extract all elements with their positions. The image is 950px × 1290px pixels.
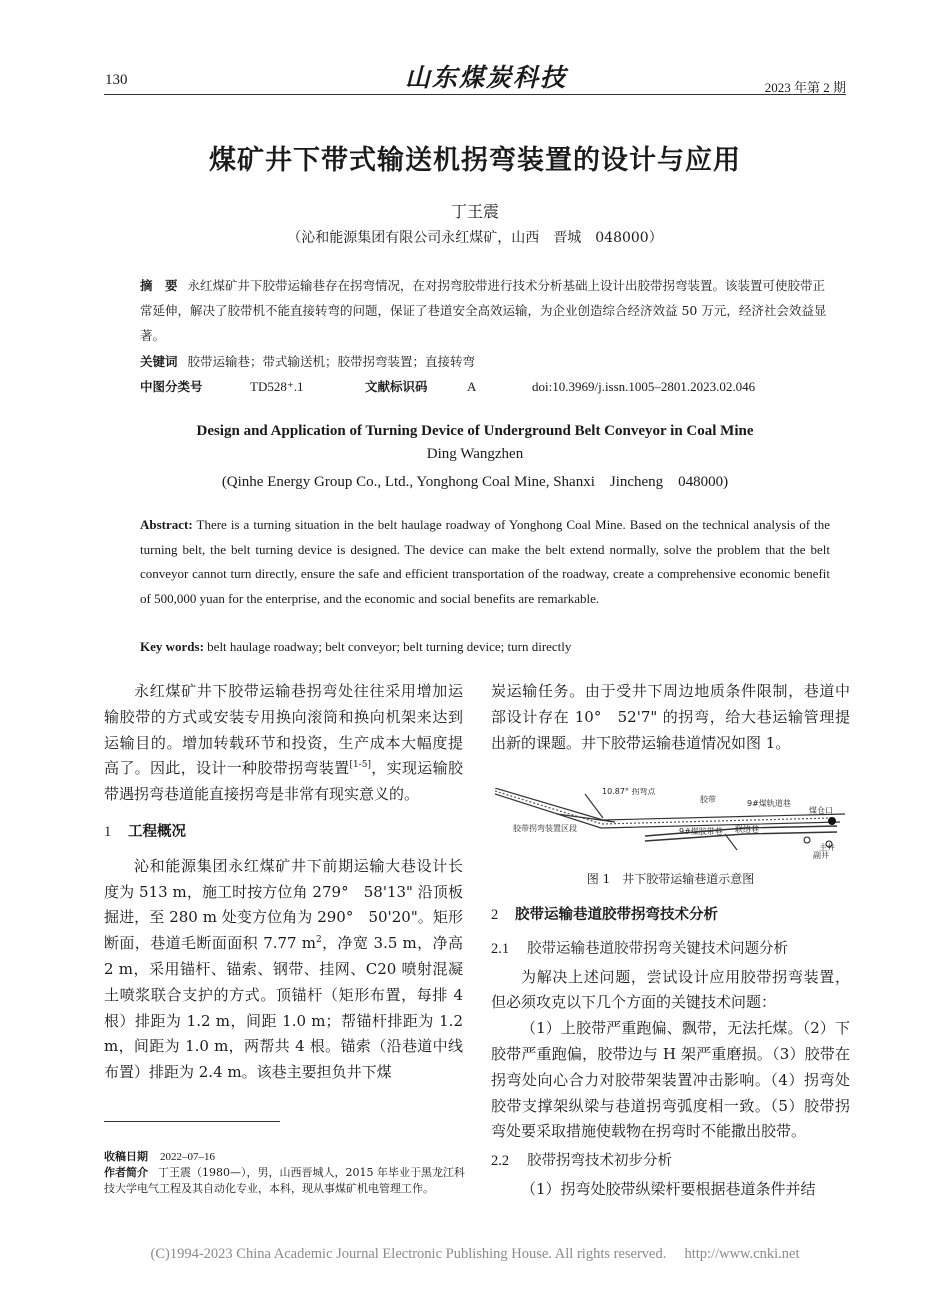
header-rule xyxy=(104,94,846,95)
figure-1-roadway-diagram xyxy=(495,788,845,868)
keywords-cn xyxy=(140,349,830,374)
intro-text-a: 永红煤矿井下胶带运输巷拐弯处往往采用增加运输胶带的方式或安装专用换向滚筒和换向机架来达到运输目的。增加转载环节和投资，生产成本大幅度提高了。因此，设计一种胶带拐弯装置 xyxy=(104,682,463,778)
section-2-2-number: 2.2 xyxy=(491,1153,510,1170)
keywords-text-cn: 胶带运输巷；带式输送机；胶带拐弯装置；直接转弯 xyxy=(187,354,476,369)
intro-text-b: ，实现运输胶带遇拐弯巷道能直接拐弯是非常有现实意义的。 xyxy=(104,759,463,804)
class-value: TD528⁺.1 xyxy=(250,379,304,394)
section-2-number: 2 xyxy=(491,907,499,923)
abstract-en xyxy=(140,513,830,611)
section-2-1-heading xyxy=(491,937,850,963)
fig-label-device: 胶带拐弯装置区段 xyxy=(513,824,577,833)
continued-paragraph: 炭运输任务。由于受井下周边地质条件限制，巷道中部设计存在 10° 52'7" 的拐弯，给大巷运输管理提出新的课题。井下胶带运输巷道情况如图 1。 xyxy=(491,682,850,752)
upper-roadway-wall xyxy=(495,788,845,820)
keywords-text-en: belt haulage roadway; belt conveyor; belt turning device; turn directly xyxy=(207,639,572,654)
abstract-text-cn: 永红煤矿井下胶带运输巷存在拐弯情况，在对拐弯胶带进行技术分析基础上设计出胶带拐弯装置。该装置可使胶带正常延伸，解决了胶带机不能直接转弯的问题，保证了巷道安全高效运输，为企业创造综合经济效益 50 万元，经济社会效益显著。 xyxy=(140,278,827,343)
fig-label-belt: 胶带 xyxy=(700,795,716,804)
author-bio-label: 作者简介 xyxy=(104,1166,148,1179)
section-2-title: 胶带运输巷道胶带拐弯技术分析 xyxy=(515,907,718,923)
author-bio xyxy=(104,1165,466,1197)
body-left-column xyxy=(104,679,463,1086)
section-2-1-title: 胶带运输巷道胶带拐弯关键技术问题分析 xyxy=(527,940,788,957)
copyright-watermark: (C)1994-2023 China Academic Journal Electronic Publishing House. All rights reserved. http://www.cnki.net xyxy=(150,1246,800,1262)
fig-label-bin: 煤仓口 xyxy=(809,806,833,815)
paper-title-en: Design and Application of Turning Device of Underground Belt Conveyor in Coal Mine xyxy=(196,423,754,439)
section-1-paragraph xyxy=(104,854,463,1086)
aux-shaft-mark xyxy=(804,837,810,843)
fig-label-angle: 10.87° 拐弯点 xyxy=(602,788,656,796)
affiliation-cn: （沁和能源集团有限公司永红煤矿，山西 晋城 048000） xyxy=(287,230,663,246)
section-1-text-b: ，净宽 3.5 m，净高 2 m，采用锚杆、锚索、钢带、挂网、C20 喷射混凝土喷浆联合支护的方式。顶锚杆（矩形布置，每排 4 根）排距为 1.2 m，间距 1.0 m；帮锚杆排距为 1.2 m，间距为 1.0 m，两帮共 4 根。锚索（沿巷道中线布置）排距为 2.4 m。该巷主要担负井下煤 xyxy=(104,934,463,1082)
page-number: 130 xyxy=(105,72,128,88)
keywords-label-cn: 关键词 xyxy=(140,354,178,369)
paper-title-cn: 煤矿井下带式输送机拐弯装置的设计与应用 xyxy=(209,145,741,176)
doc-id-value: A xyxy=(467,379,477,394)
figure-1-caption: 图 1 井下胶带运输巷道示意图 xyxy=(586,872,755,886)
body-right-column-top xyxy=(491,679,850,756)
abstract-label-cn: 摘 要 xyxy=(140,278,178,293)
keywords-en xyxy=(140,635,830,659)
section-2-2-title: 胶带拐弯技术初步分析 xyxy=(527,1153,672,1170)
area-superscript: 2 xyxy=(316,935,322,946)
fig-label-belt-roadway: 9#煤胶带巷 xyxy=(679,827,723,836)
received-value: 2022–07–16 xyxy=(160,1151,215,1163)
section-2-1-paragraph: 为解决上述问题，尝试设计应用胶带拐弯装置，但必须攻克以下几个方面的关键技术问题： xyxy=(491,967,850,1012)
received-date xyxy=(104,1149,466,1165)
coal-bin-mark xyxy=(828,817,836,825)
citation: [1-5] xyxy=(349,760,371,771)
class-label: 中图分类号 xyxy=(140,379,203,394)
abstract-label-en: Abstract: xyxy=(140,517,193,532)
body-right-column-bottom xyxy=(491,903,850,1203)
classification-row xyxy=(140,374,840,400)
footnote-rule xyxy=(104,1121,280,1122)
fig-label-main-shaft: 主井 xyxy=(819,843,835,852)
author-bio-text: 丁王震（1980—），男，山西晋城人，2015 年毕业于黑龙江科技大学电气工程及其自动化专业，本科，现从事煤矿机电管理工作。 xyxy=(104,1166,465,1195)
abstract-cn xyxy=(140,273,830,348)
section-2-heading xyxy=(491,903,850,929)
section-1-number: 1 xyxy=(104,823,112,840)
fig-label-track: 9#煤轨道巷 xyxy=(747,799,791,808)
footnotes xyxy=(104,1149,466,1197)
keywords-label-en: Key words: xyxy=(140,639,204,654)
doc-id-label: 文献标识码 xyxy=(365,379,428,394)
doi: doi:10.3969/j.issn.1005–2801.2023.02.046 xyxy=(532,379,756,394)
section-1-text-a: 沁和能源集团永红煤矿井下前期运输大巷设计长度为 513 m，施工时按方位角 279° 58'13" 沿顶板掘进，至 280 m 处变方位角为 290° 50'20"。矩形断面，巷道毛断面面积 7.77 m xyxy=(104,856,463,953)
issue-label: 2023 年第 2 期 xyxy=(764,80,846,95)
journal-logo: 山东煤炭科技 xyxy=(405,63,568,92)
abstract-text-en: There is a turning situation in the belt haulage roadway of Yonghong Coal Mine. Based on the technical analysis of the turning belt, the belt turning device is designed. The device can make the belt extend normally, solve the problem that the belt conveyor cannot turn directly, ensure the safe and efficient transportation of the roadway, create a comprehensive economic benefit of 500,000 yuan for the enterprise, and the economic and social benefits are remarkable. xyxy=(140,517,831,606)
section-1-title: 工程概况 xyxy=(128,823,186,840)
link-roadway xyxy=(725,834,737,850)
author-cn: 丁王震 xyxy=(450,202,499,221)
section-2-1-items: （1）上胶带严重跑偏、飘带，无法托煤。（2）下胶带严重跑偏，胶带边与 H 架严重磨损。（3）胶带在拐弯处向心合力对胶带架装置冲击影响。（4）拐弯处胶带支撑架纵梁与巷道拐弯弧度相一致。（5）胶带拐弯处要采取措施使载物在拐弯时不能撒出胶带。 xyxy=(491,1019,850,1141)
author-en: Ding Wangzhen xyxy=(426,446,524,462)
angle-leader-line xyxy=(585,794,603,818)
received-label: 收稿日期 xyxy=(104,1150,148,1163)
fig-label-aux-shaft: 副井 xyxy=(813,851,829,860)
intro-paragraph xyxy=(104,679,463,808)
fig-label-link: 联络巷 xyxy=(735,825,759,834)
affiliation-en: (Qinhe Energy Group Co., Ltd., Yonghong Coal Mine, Shanxi Jincheng 048000) xyxy=(221,474,729,490)
section-1-heading xyxy=(104,820,463,846)
section-2-1-number: 2.1 xyxy=(491,940,510,957)
section-2-2-paragraph: （1）拐弯处胶带纵梁杆要根据巷道条件并结 xyxy=(521,1179,816,1198)
section-2-2-heading xyxy=(491,1149,850,1175)
